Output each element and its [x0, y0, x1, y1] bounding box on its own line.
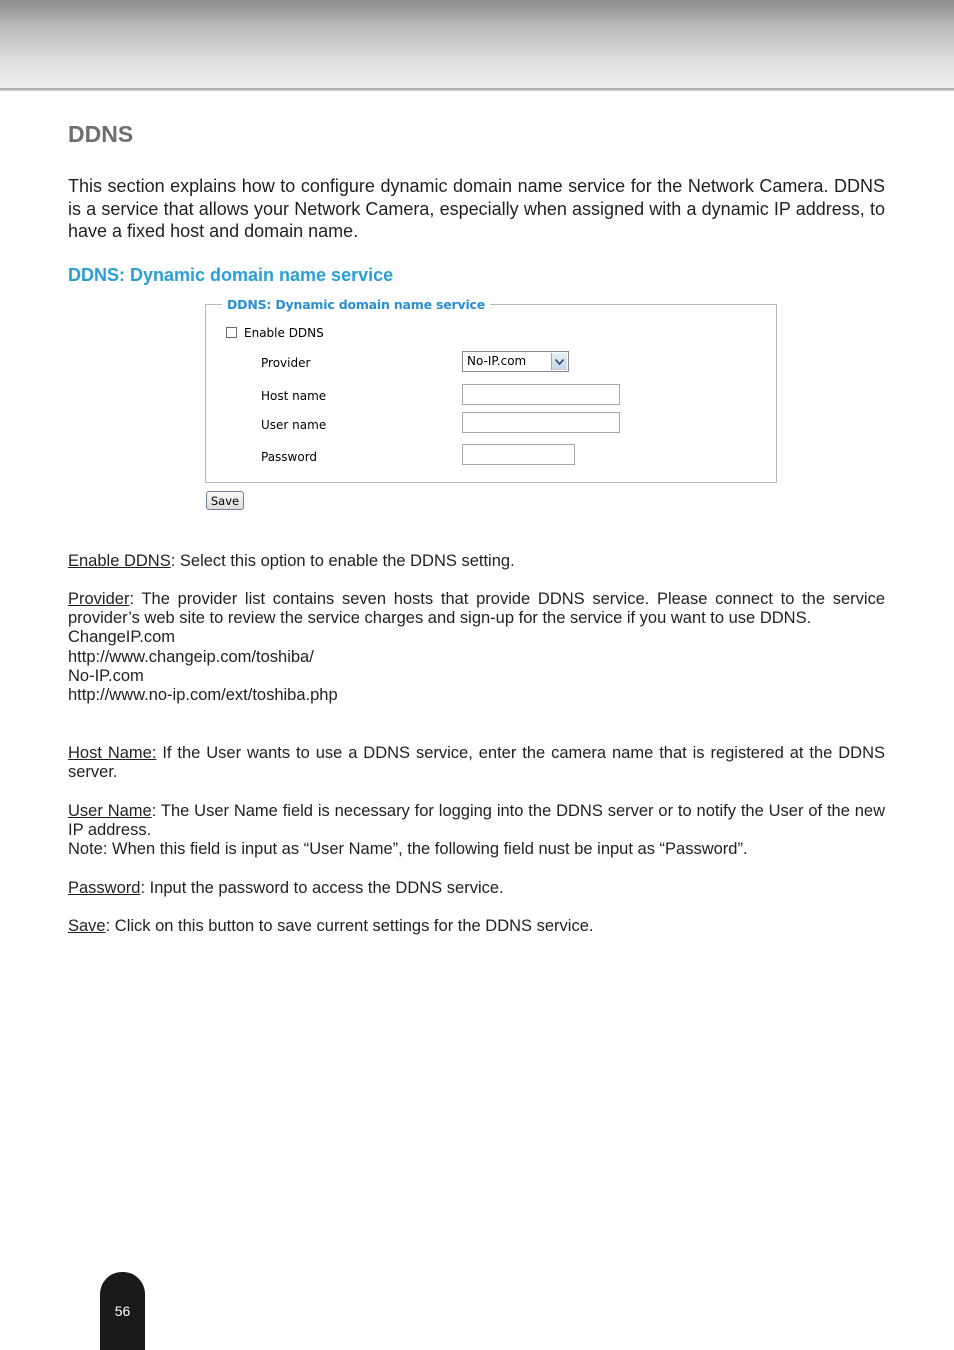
- provider-term: Provider: [68, 590, 130, 608]
- enable-ddns-term: Enable DDNS: [68, 552, 171, 570]
- provider-line: No-IP.com: [68, 666, 144, 685]
- provider-selected-value: No-IP.com: [467, 354, 527, 368]
- enable-ddns-label: Enable DDNS: [244, 326, 324, 340]
- provider-description: [68, 590, 885, 705]
- user-name-text: : The User Name field is necessary for logging into the DDNS server or to notify the User of the new IP address.: [68, 802, 886, 840]
- page-title: DDNS: [68, 121, 134, 147]
- host-name-description: [68, 744, 885, 782]
- save-text: : Click on this button to save current settings for the DDNS service.: [105, 917, 594, 935]
- user-name-term: User Name: [68, 802, 152, 820]
- intro-paragraph: This section explains how to configure dynamic domain name service for the Network Camera. DDNS is a service that allows your Network Camera, especially when assigned with a dynamic IP address, to have a fixed host and domain name.: [68, 176, 885, 241]
- provider-label: Provider: [261, 356, 311, 370]
- password-term: Password: [68, 879, 141, 897]
- password-description: [68, 879, 885, 898]
- host-name-input[interactable]: [462, 384, 620, 405]
- password-label: Password: [261, 450, 318, 464]
- enable-ddns-checkbox[interactable]: [226, 327, 237, 338]
- provider-line: http://www.changeip.com/toshiba/: [68, 647, 314, 666]
- header-band: [0, 0, 954, 88]
- password-input[interactable]: [462, 444, 575, 465]
- provider-line: http://www.no-ip.com/ext/toshiba.php: [68, 686, 338, 705]
- user-name-label: User name: [261, 418, 327, 432]
- page-number: 56: [114, 1303, 131, 1319]
- enable-ddns-text: : Select this option to enable the DDNS setting.: [170, 552, 515, 570]
- provider-line: ChangeIP.com: [68, 628, 176, 647]
- user-name-note: Note: When this field is input as “User Name”, the following field nust be input as “Password”.: [68, 840, 748, 859]
- save-button[interactable]: Save: [206, 491, 244, 510]
- user-name-description: [68, 802, 885, 860]
- save-description: [68, 917, 885, 936]
- enable-ddns-description: [68, 552, 885, 571]
- section-subheading: DDNS: Dynamic domain name service: [68, 265, 394, 285]
- save-term: Save: [68, 917, 106, 935]
- provider-select[interactable]: [462, 351, 569, 372]
- password-text: : Input the password to access the DDNS service.: [140, 879, 504, 897]
- user-name-input[interactable]: [462, 412, 620, 433]
- panel-legend: DDNS: Dynamic domain name service: [222, 297, 490, 312]
- host-name-text: If the User wants to use a DDNS service, enter the camera name that is registered at the DDNS server.: [68, 744, 885, 782]
- host-name-term: Host Name:: [68, 744, 157, 762]
- chevron-down-icon[interactable]: [551, 353, 567, 370]
- header-divider: [0, 88, 954, 91]
- host-name-label: Host name: [261, 389, 327, 403]
- provider-text: : The provider list contains seven hosts that provide DDNS service. Please connect to the service provider’s web site to review the service charges and sign-up for the service if you want to use DDNS.: [68, 590, 885, 628]
